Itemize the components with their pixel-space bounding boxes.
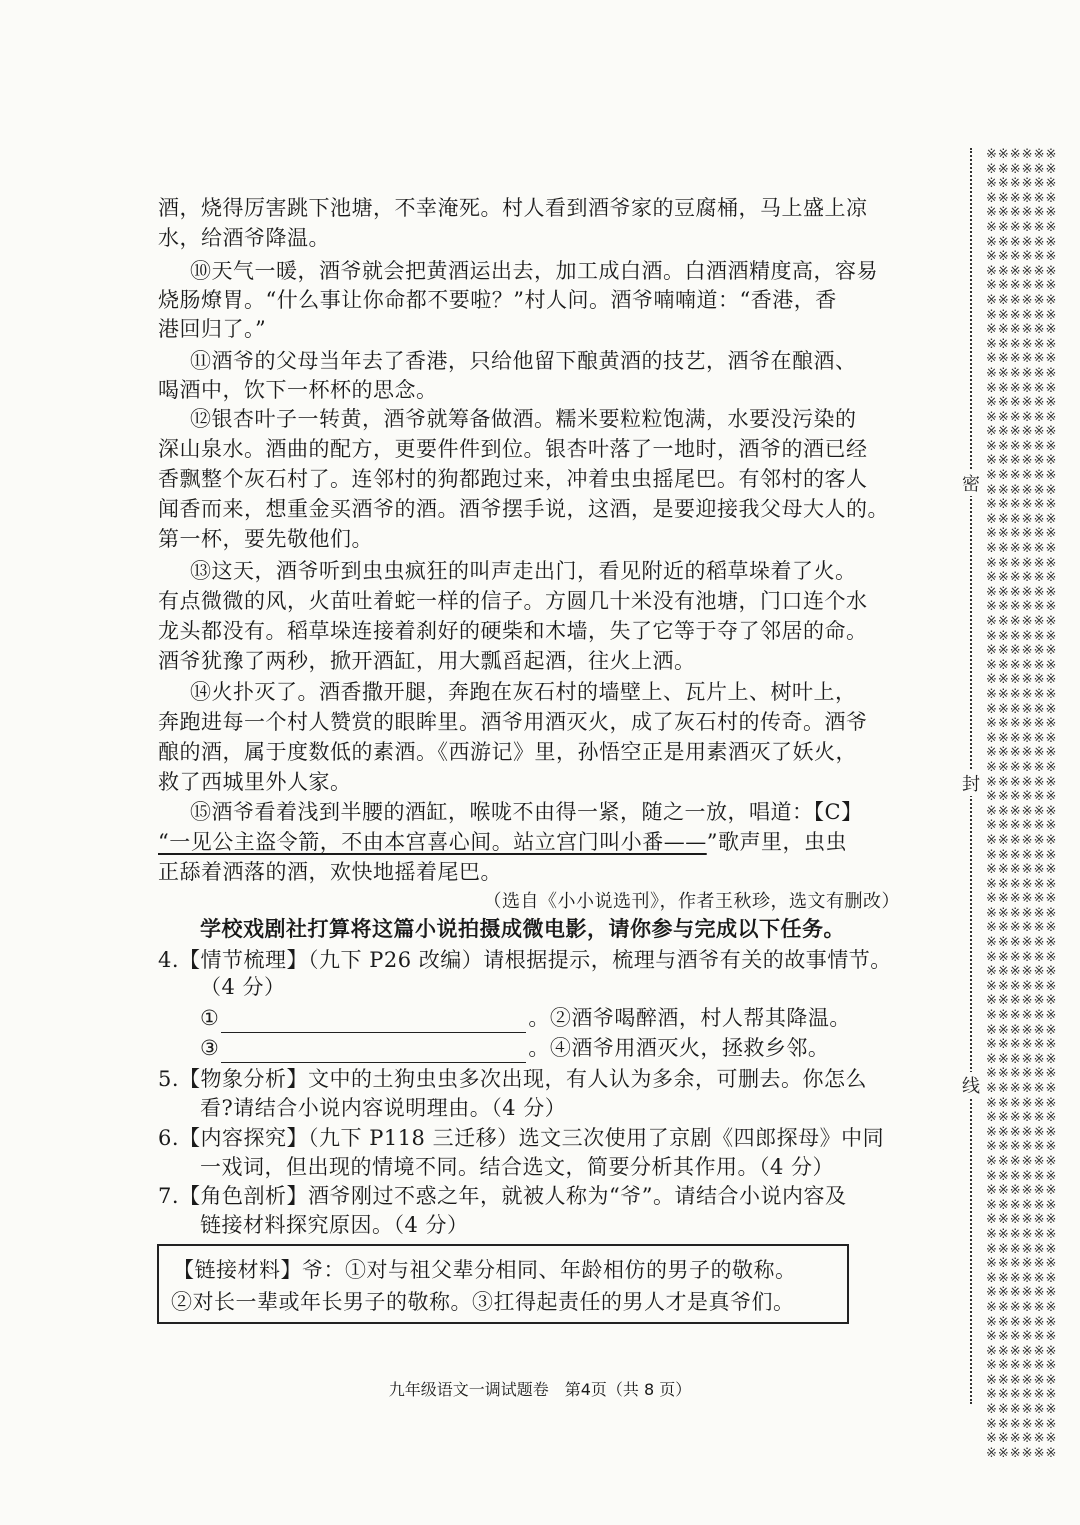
seal-label-mid: 封 (956, 770, 986, 796)
passage-line: ⑪酒爷的父母当年去了香港，只给他留下酿黄酒的技艺，酒爷在酿酒、 (190, 349, 857, 373)
question-4-score: （4 分） (200, 975, 286, 999)
passage-line: ⑩天气一暖，酒爷就会把黄酒运出去，加工成白酒。白酒酒精度高，容易 (190, 259, 878, 283)
item-text: 。②酒爷喝醉酒，村人帮其降温。 (528, 1006, 851, 1030)
passage-line: 有点微微的风，火苗吐着蛇一样的信子。方圆几十米没有池塘，门口连个水 (158, 589, 868, 613)
passage-line: 深山泉水。酒曲的配方，更要件件到位。银杏叶落了一地时，酒爷的酒已经 (158, 437, 868, 461)
passage-line: 奔跑进每一个村人赞赏的眼眸里。酒爷用酒灭火，成了灰石村的传奇。酒爷 (158, 710, 868, 734)
passage-source: （选自《小小说选刊》，作者王秋珍，选文有删改） (483, 891, 900, 912)
passage-line: 港回归了。” (158, 317, 267, 341)
question-6-cont: 一戏词，但出现的情境不同。结合选文，简要分析其作用。（4 分） (200, 1155, 835, 1179)
passage-line: ⑫银杏叶子一转黄，酒爷就筹备做酒。糯米要粒粒饱满，水要没污染的 (190, 407, 857, 431)
opera-lyric: “一见公主盗令箭，不由本宫喜心间。站立宫门叫小番—— (158, 830, 707, 854)
item-text: 。④酒爷用酒灭火，拯救乡邻。 (528, 1036, 830, 1060)
item-number: ① (200, 1006, 220, 1030)
question-6: 6.【内容探究】（九下 P118 三迁移）选文三次使用了京剧《四郎探母》中同 (158, 1126, 885, 1150)
passage-line: ⑭火扑灭了。酒香撒开腿，奔跑在灰石村的墙壁上、瓦片上、树叶上， (190, 680, 857, 704)
passage-line: 水，给酒爷降温。 (158, 226, 330, 250)
question-4-item-3 (200, 1033, 940, 1063)
passage-line-tail: ”歌声里，虫虫 (706, 830, 847, 854)
answer-blank-1[interactable] (221, 1010, 526, 1033)
item-number: ③ (200, 1036, 220, 1060)
question-7: 7.【角色剖析】酒爷刚过不惑之年，就被人称为“爷”。请结合小说内容及 (158, 1184, 847, 1208)
question-4: 4.【情节梳理】（九下 P26 改编）请根据提示，梳理与酒爷有关的故事情节。 (158, 948, 892, 972)
question-5: 5.【物象分析】文中的土狗虫虫多次出现，有人认为多余，可删去。你怎么 (158, 1067, 868, 1091)
passage-line: 酒爷犹豫了两秒，掀开酒缸，用大瓢舀起酒，往火上洒。 (158, 649, 696, 673)
passage-line: ⑬这天，酒爷听到虫虫疯狂的叫声走出门，看见附近的稻草垛着了火。 (190, 559, 857, 583)
passage-line: 烧肠燎胃。“什么事让你命都不要啦？”村人问。酒爷喃喃道：“香港，香 (158, 288, 837, 312)
link-material-line: 【链接材料】爷：①对与祖父辈分相同、年龄相仿的男子的敬称。 (173, 1258, 797, 1282)
passage-line-underlined (158, 827, 898, 857)
question-5-cont: 看?请结合小说内容说明理由。（4 分） (200, 1096, 567, 1120)
page-footer: 九年级语文一调试题卷 第4页（共 8 页） (388, 1380, 692, 1399)
passage-line: 香飘整个灰石村了。连邻村的狗都跑过来，冲着虫虫摇尾巴。有邻村的客人 (158, 467, 868, 491)
passage-line: 酒，烧得厉害跳下池塘，不幸淹死。村人看到酒爷家的豆腐桶，马上盛上凉 (158, 196, 868, 220)
passage-line: 喝酒中，饮下一杯杯的思念。 (158, 378, 438, 402)
link-material-line: ②对长一辈或年长男子的敬称。③扛得起责任的男人才是真爷们。 (171, 1290, 795, 1314)
question-4-item-1 (200, 1003, 940, 1033)
passage-line: 酿的酒，属于度数低的素酒。《西游记》里，孙悟空正是用素酒灭了妖火， (158, 740, 857, 764)
passage-line: ⑮酒爷看着浅到半腰的酒缸，喉咙不由得一紧，随之一放，唱道：【C】 (190, 800, 863, 824)
answer-blank-3[interactable] (221, 1040, 526, 1063)
cross-hatch-pattern: ※※※※※※ ※※※※※※ ※※※※※※ ※※※※※※ ※※※※※※ ※※※※※※ ※※※※※※ ※※※※※※ ※※※※※※ ※※※※※※ ※※※※※※ ※※※※※※ ※※※※※※ ※※※※※※ ※※※※※※ ※※※※※※ ※※※※※※ ※※※※※※ ※※※※※※ ※※※※※※ ※※※※※※ ※※※※※※ ※※※※※※ ※※※※※※ ※※※※※※ ※※※※※※ ※※※※※※ ※※※※※※ ※※※※※※ ※※※※※※ ※※※※※※ ※※※※※※ ※※※※※※ ※※※※※※ ※※※※※※ ※※※※※※ ※※※※※※ ※※※※※※ ※※※※※※ ※※※※※※ ※※※※※※ ※※※※※※ ※※※※※※ ※※※※※※ ※※※※※※ ※※※※※※ ※※※※※※ ※※※※※※ ※※※※※※ ※※※※※※ ※※※※※※ ※※※※※※ ※※※※※※ ※※※※※※ ※※※※※※ ※※※※※※ ※※※※※※ ※※※※※※ ※※※※※※ ※※※※※※ ※※※※※※ ※※※※※※ ※※※※※※ ※※※※※※ ※※※※※※ ※※※※※※ ※※※※※※ ※※※※※※ ※※※※※※ ※※※※※※ ※※※※※※ ※※※※※※ ※※※※※※ ※※※※※※ ※※※※※※ ※※※※※※ ※※※※※※ ※※※※※※ ※※※※※※ ※※※※※※ ※※※※※※ ※※※※※※ ※※※※※※ ※※※※※※ ※※※※※※ ※※※※※※ ※※※※※※ ※※※※※※ ※※※※※※ ※※※※※※ (986, 147, 1058, 1461)
seal-label-bottom: 线 (956, 1072, 986, 1098)
question-7-cont: 链接材料探究原因。（4 分） (200, 1213, 469, 1237)
passage-line: 正舔着洒落的酒，欢快地摇着尾巴。 (158, 860, 502, 884)
task-intro: 学校戏剧社打算将这篇小说拍摄成微电影，请你参与完成以下任务。 (200, 916, 845, 941)
seal-label-top: 密 (956, 470, 986, 496)
link-material-box (157, 1244, 849, 1324)
passage-line: 龙头都没有。稻草垛连接着刹好的硬柴和木墙，失了它等于夺了邻居的命。 (158, 619, 868, 643)
passage-line: 第一杯，要先敬他们。 (158, 527, 373, 551)
passage-line: 闻香而来，想重金买酒爷的酒。酒爷摆手说，这酒，是要迎接我父母大人的。 (158, 497, 889, 521)
passage-line: 救了西城里外人家。 (158, 770, 352, 794)
